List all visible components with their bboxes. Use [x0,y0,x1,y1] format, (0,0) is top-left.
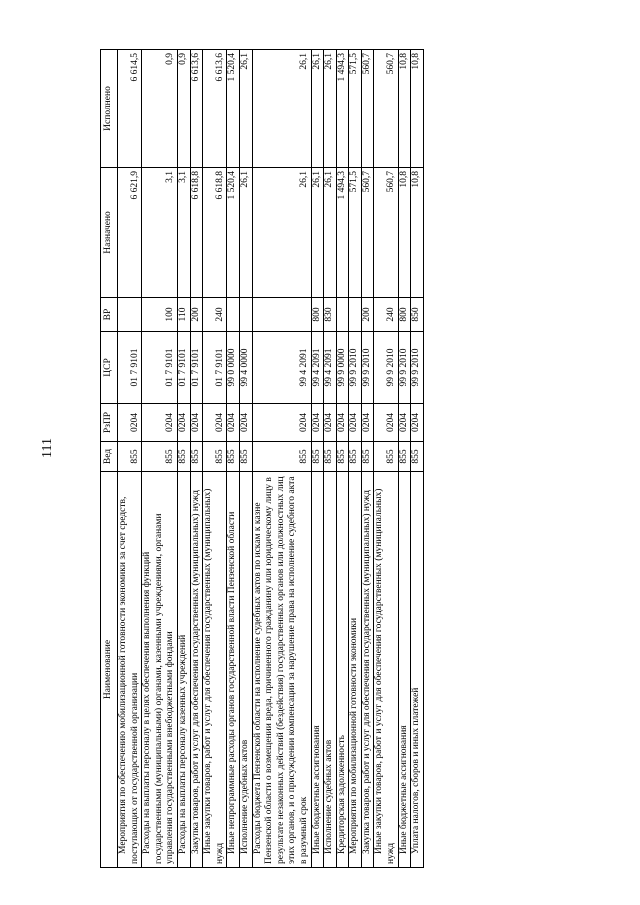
cell-name [190,472,203,868]
cell-ved: 855 [361,442,374,472]
table-row [177,50,190,868]
cell-assigned: 1 520,4 [227,168,240,298]
cell-name [411,472,424,868]
cell-vr: 100 [142,298,178,332]
cell-rzpr: 0204 [349,404,362,442]
cell-vr: 240 [374,298,398,332]
cell-executed: 0,9 [142,50,178,168]
cell-ved: 855 [411,442,424,472]
cell-executed: 26,1 [311,50,324,168]
cell-ved: 855 [142,442,178,472]
cell-assigned: 3,1 [177,168,190,298]
table-row [311,50,324,868]
cell-assigned: 6 618,8 [203,168,227,298]
cell-executed: 26,1 [239,50,252,168]
cell-rzpr: 0204 [374,404,398,442]
cell-name [324,472,337,868]
cell-csr: 99 4 2091 [252,332,311,404]
cell-rzpr: 0204 [324,404,337,442]
cell-rzpr: 0204 [227,404,240,442]
cell-rzpr: 0204 [361,404,374,442]
cell-ved: 855 [398,442,411,472]
cell-assigned: 560,7 [361,168,374,298]
budget-table [100,49,424,868]
cell-executed: 26,1 [252,50,311,168]
row-name-text: Исполнение судебных актов [239,739,250,854]
cell-assigned: 26,1 [324,168,337,298]
cell-assigned: 26,1 [311,168,324,298]
cell-ved: 855 [252,442,311,472]
cell-ved: 855 [190,442,203,472]
table-row [118,50,142,868]
cell-ved: 855 [374,442,398,472]
cell-rzpr: 0204 [239,404,252,442]
table-row [227,50,240,868]
cell-name [239,472,252,868]
cell-assigned: 571,5 [349,168,362,298]
cell-executed: 6 614,5 [118,50,142,168]
cell-executed: 6 613,6 [190,50,203,168]
cell-name [203,472,227,868]
cell-ved: 855 [349,442,362,472]
cell-ved: 855 [177,442,190,472]
row-name-text: Кредиторская задолженность [336,735,347,854]
table-row [336,50,349,868]
cell-ved: 855 [311,442,324,472]
cell-vr [118,298,142,332]
header-name: Наименование [101,472,118,868]
table-row [142,50,178,868]
row-name-text: Мероприятия по обеспечению мобилизационной готовности экономики за счет средств, поступающих от государственной организации [118,496,140,864]
cell-csr: 99 9 2010 [349,332,362,404]
row-name-text: Иные бюджетные ассигнования [398,725,409,854]
cell-csr: 01 7 9101 [203,332,227,404]
cell-vr: 800 [398,298,411,332]
cell-vr: 830 [324,298,337,332]
cell-rzpr: 0204 [118,404,142,442]
cell-csr: 99 9 2010 [374,332,398,404]
cell-executed: 6 613,6 [203,50,227,168]
cell-rzpr: 0204 [190,404,203,442]
table-row [324,50,337,868]
cell-csr: 99 9 2010 [411,332,424,404]
cell-name [398,472,411,868]
row-name-text: Иные непрограммные расходы органов государственной власти Пензенской области [227,511,238,854]
cell-vr [336,298,349,332]
cell-assigned: 10,8 [411,168,424,298]
cell-vr [239,298,252,332]
row-name-text: Уплата налогов, сборов и иных платежей [411,687,422,854]
table-row [361,50,374,868]
cell-ved: 855 [336,442,349,472]
row-name-text: Расходы на выплаты персоналу в целях обеспечения выполнения функций государственными (муниципальными) органами, казенными учреждениями, органами управления государственными внебюджетными фондами [142,513,176,864]
row-name-text: Закупка товаров, работ и услуг для обеспечения государственных (муниципальных) нужд [361,490,372,854]
row-name-text: Закупка товаров, работ и услуг для обеспечения государственных (муниципальных) нужд [190,490,201,854]
cell-assigned: 10,8 [398,168,411,298]
header-executed: Исполнено [101,50,118,168]
cell-vr: 200 [361,298,374,332]
cell-ved: 855 [324,442,337,472]
cell-executed: 560,7 [374,50,398,168]
cell-executed: 1 494,3 [336,50,349,168]
cell-csr: 99 4 2091 [311,332,324,404]
cell-executed: 10,8 [411,50,424,168]
row-name-text: Иные закупки товаров, работ и услуг для обеспечения государственных (муниципальных) нужд [203,488,225,864]
cell-ved: 855 [227,442,240,472]
cell-csr: 99 9 0000 [336,332,349,404]
cell-assigned: 6 621,9 [118,168,142,298]
cell-csr: 99 4 0000 [239,332,252,404]
cell-assigned: 26,1 [239,168,252,298]
table-row [190,50,203,868]
cell-assigned: 1 494,3 [336,168,349,298]
cell-csr: 99 0 0000 [227,332,240,404]
cell-executed: 571,5 [349,50,362,168]
cell-vr [252,298,311,332]
cell-assigned: 6 618,8 [190,168,203,298]
cell-vr [349,298,362,332]
cell-rzpr: 0204 [411,404,424,442]
cell-csr: 01 7 9101 [177,332,190,404]
cell-vr: 110 [177,298,190,332]
row-name-text: Иные закупки товаров, работ и услуг для обеспечения государственных (муниципальных) нужд [374,488,397,864]
row-name-text: Мероприятия по мобилизационной готовности экономики [349,617,360,854]
cell-executed: 26,1 [324,50,337,168]
table-row [252,50,311,868]
cell-rzpr: 0204 [142,404,178,442]
table-header-row [101,50,118,868]
row-name-text: Иные бюджетные ассигнования [311,725,322,854]
cell-vr [227,298,240,332]
table-row [411,50,424,868]
cell-name [142,472,178,868]
cell-name [177,472,190,868]
rotated-table-container [100,50,563,868]
cell-csr: 99 9 2010 [361,332,374,404]
cell-vr: 800 [311,298,324,332]
cell-rzpr: 0204 [252,404,311,442]
cell-vr: 200 [190,298,203,332]
cell-csr: 99 4 2091 [324,332,337,404]
cell-name [361,472,374,868]
cell-executed: 1 520,4 [227,50,240,168]
cell-rzpr: 0204 [311,404,324,442]
cell-csr: 01 7 9101 [142,332,178,404]
cell-ved: 855 [239,442,252,472]
header-ved: Вед [101,442,118,472]
cell-vr: 240 [203,298,227,332]
cell-rzpr: 0204 [203,404,227,442]
table-row [349,50,362,868]
cell-ved: 855 [118,442,142,472]
cell-name [118,472,142,868]
cell-name [252,472,311,868]
row-name-text: Расходы бюджета Пензенской области на исполнение судебных актов по искам к казне Пензенской области о возмещении вреда, причиненного гражданину или юридическому лицу в результате незаконных действий (бездействия) государственных органов или должностных лиц этих органов, и о присуждении компенсации за нарушение права на исполнение судебного акта в разумный срок [252,476,309,864]
table-row [203,50,227,868]
row-name-text: Расходы на выплаты персоналу казенных учреждений [177,634,188,854]
cell-csr: 01 7 9101 [118,332,142,404]
cell-name [227,472,240,868]
table-body [118,50,424,868]
cell-name [311,472,324,868]
cell-name [374,472,398,868]
cell-rzpr: 0204 [336,404,349,442]
cell-name [336,472,349,868]
header-rzpr: РзПР [101,404,118,442]
cell-rzpr: 0204 [398,404,411,442]
page-number: 111 [39,438,55,458]
header-csr: ЦСР [101,332,118,404]
header-assigned: Назначено [101,168,118,298]
cell-ved: 855 [203,442,227,472]
cell-vr: 850 [411,298,424,332]
cell-csr: 01 7 9101 [190,332,203,404]
cell-csr: 99 9 2010 [398,332,411,404]
cell-assigned: 26,1 [252,168,311,298]
row-name-text: Исполнение судебных актов [324,739,335,854]
cell-rzpr: 0204 [177,404,190,442]
cell-assigned: 560,7 [374,168,398,298]
cell-name [349,472,362,868]
header-vr: ВР [101,298,118,332]
cell-assigned: 3,1 [142,168,178,298]
table-row [239,50,252,868]
cell-executed: 0,9 [177,50,190,168]
table-row [398,50,411,868]
cell-executed: 10,8 [398,50,411,168]
cell-executed: 560,7 [361,50,374,168]
table-row [374,50,398,868]
